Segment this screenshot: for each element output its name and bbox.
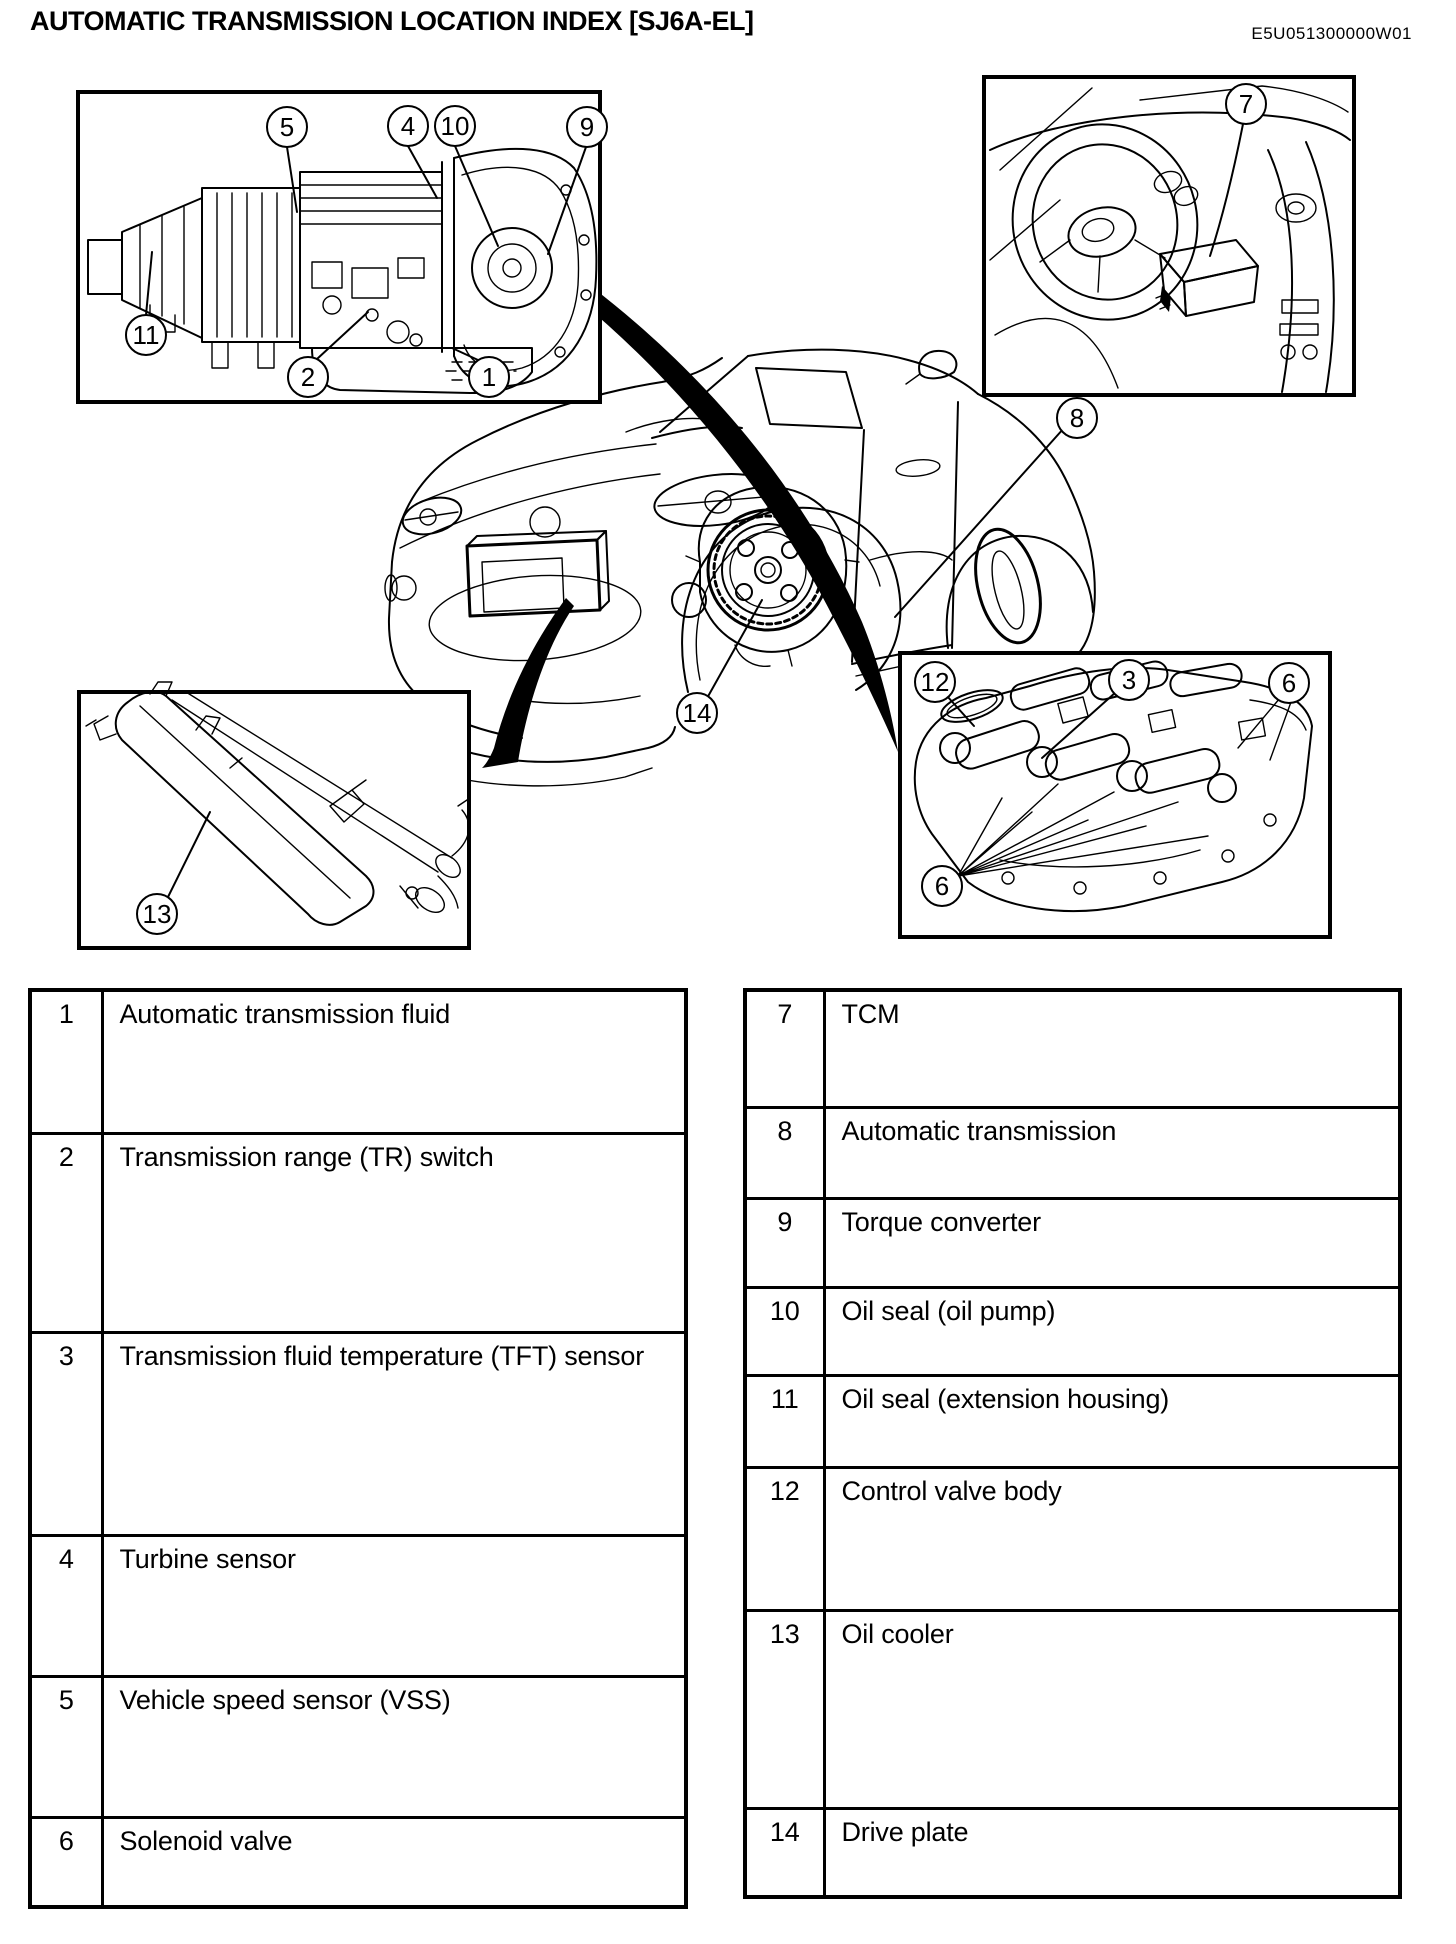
table-row — [30, 1133, 686, 1332]
license-plate — [467, 531, 609, 616]
item-number: 11 — [745, 1375, 824, 1467]
item-number: 2 — [30, 1133, 102, 1332]
page-title: AUTOMATIC TRANSMISSION LOCATION INDEX [SJ6A-EL] — [30, 6, 754, 36]
item-number: 4 — [30, 1535, 102, 1676]
item-label: Torque converter — [824, 1198, 1400, 1287]
location-index-table-left — [28, 988, 688, 1909]
table-row — [30, 1817, 686, 1907]
item-label: Control valve body — [824, 1467, 1400, 1610]
item-number: 1 — [30, 990, 102, 1133]
item-label: Oil cooler — [824, 1610, 1400, 1808]
item-label: TCM — [824, 990, 1400, 1107]
headlight-left — [398, 491, 465, 540]
svg-text:13: 13 — [142, 899, 172, 929]
item-number: 12 — [745, 1467, 824, 1610]
item-label: Oil seal (extension housing) — [824, 1375, 1400, 1467]
table-row — [30, 1535, 686, 1676]
svg-text:6: 6 — [934, 871, 950, 901]
item-label: Solenoid valve — [102, 1817, 686, 1907]
svg-text:4: 4 — [400, 111, 416, 141]
transmission-detail-box — [78, 92, 607, 402]
item-number: 5 — [30, 1676, 102, 1817]
svg-text:7: 7 — [1238, 89, 1254, 119]
item-label: Automatic transmission fluid — [102, 990, 686, 1133]
table-row — [745, 1287, 1400, 1375]
callout-8 — [895, 398, 1097, 617]
item-label: Vehicle speed sensor (VSS) — [102, 1676, 686, 1817]
item-number: 14 — [745, 1808, 824, 1897]
svg-text:5: 5 — [279, 112, 295, 142]
svg-text:6: 6 — [1281, 668, 1297, 698]
item-number: 13 — [745, 1610, 824, 1808]
table-row — [745, 990, 1400, 1107]
location-index-table-right — [743, 988, 1402, 1899]
svg-text:3: 3 — [1121, 665, 1137, 695]
table-row — [745, 1808, 1400, 1897]
table-row — [30, 1332, 686, 1535]
item-label: Transmission range (TR) switch — [102, 1133, 686, 1332]
svg-text:9: 9 — [579, 112, 595, 142]
item-number: 9 — [745, 1198, 824, 1287]
svg-text:10: 10 — [440, 111, 470, 141]
item-label: Transmission fluid temperature (TFT) sensor — [102, 1332, 686, 1535]
item-label: Automatic transmission — [824, 1107, 1400, 1198]
svg-text:14: 14 — [682, 698, 712, 728]
headlight-right — [651, 468, 780, 533]
svg-text:1: 1 — [481, 362, 497, 392]
svg-text:2: 2 — [300, 362, 316, 392]
item-label: Oil seal (oil pump) — [824, 1287, 1400, 1375]
item-number: 6 — [30, 1817, 102, 1907]
leader-swoosh-left — [482, 598, 574, 768]
item-label: Drive plate — [824, 1808, 1400, 1897]
valve-body-detail-box — [900, 653, 1330, 937]
table-row — [745, 1198, 1400, 1287]
oil-cooler-detail-box — [79, 682, 470, 948]
item-number: 10 — [745, 1287, 824, 1375]
dashboard-detail-box — [984, 77, 1354, 395]
item-number: 3 — [30, 1332, 102, 1535]
svg-text:12: 12 — [920, 667, 950, 697]
table-row — [745, 1467, 1400, 1610]
table-row — [745, 1375, 1400, 1467]
table-row — [30, 1676, 686, 1817]
item-number: 7 — [745, 990, 824, 1107]
item-number: 8 — [745, 1107, 824, 1198]
table-row — [745, 1610, 1400, 1808]
svg-text:11: 11 — [132, 320, 160, 350]
table-row — [745, 1107, 1400, 1198]
svg-text:8: 8 — [1069, 403, 1085, 433]
item-label: Turbine sensor — [102, 1535, 686, 1676]
table-row — [30, 990, 686, 1133]
document-code: E5U051300000W01 — [1251, 24, 1412, 43]
